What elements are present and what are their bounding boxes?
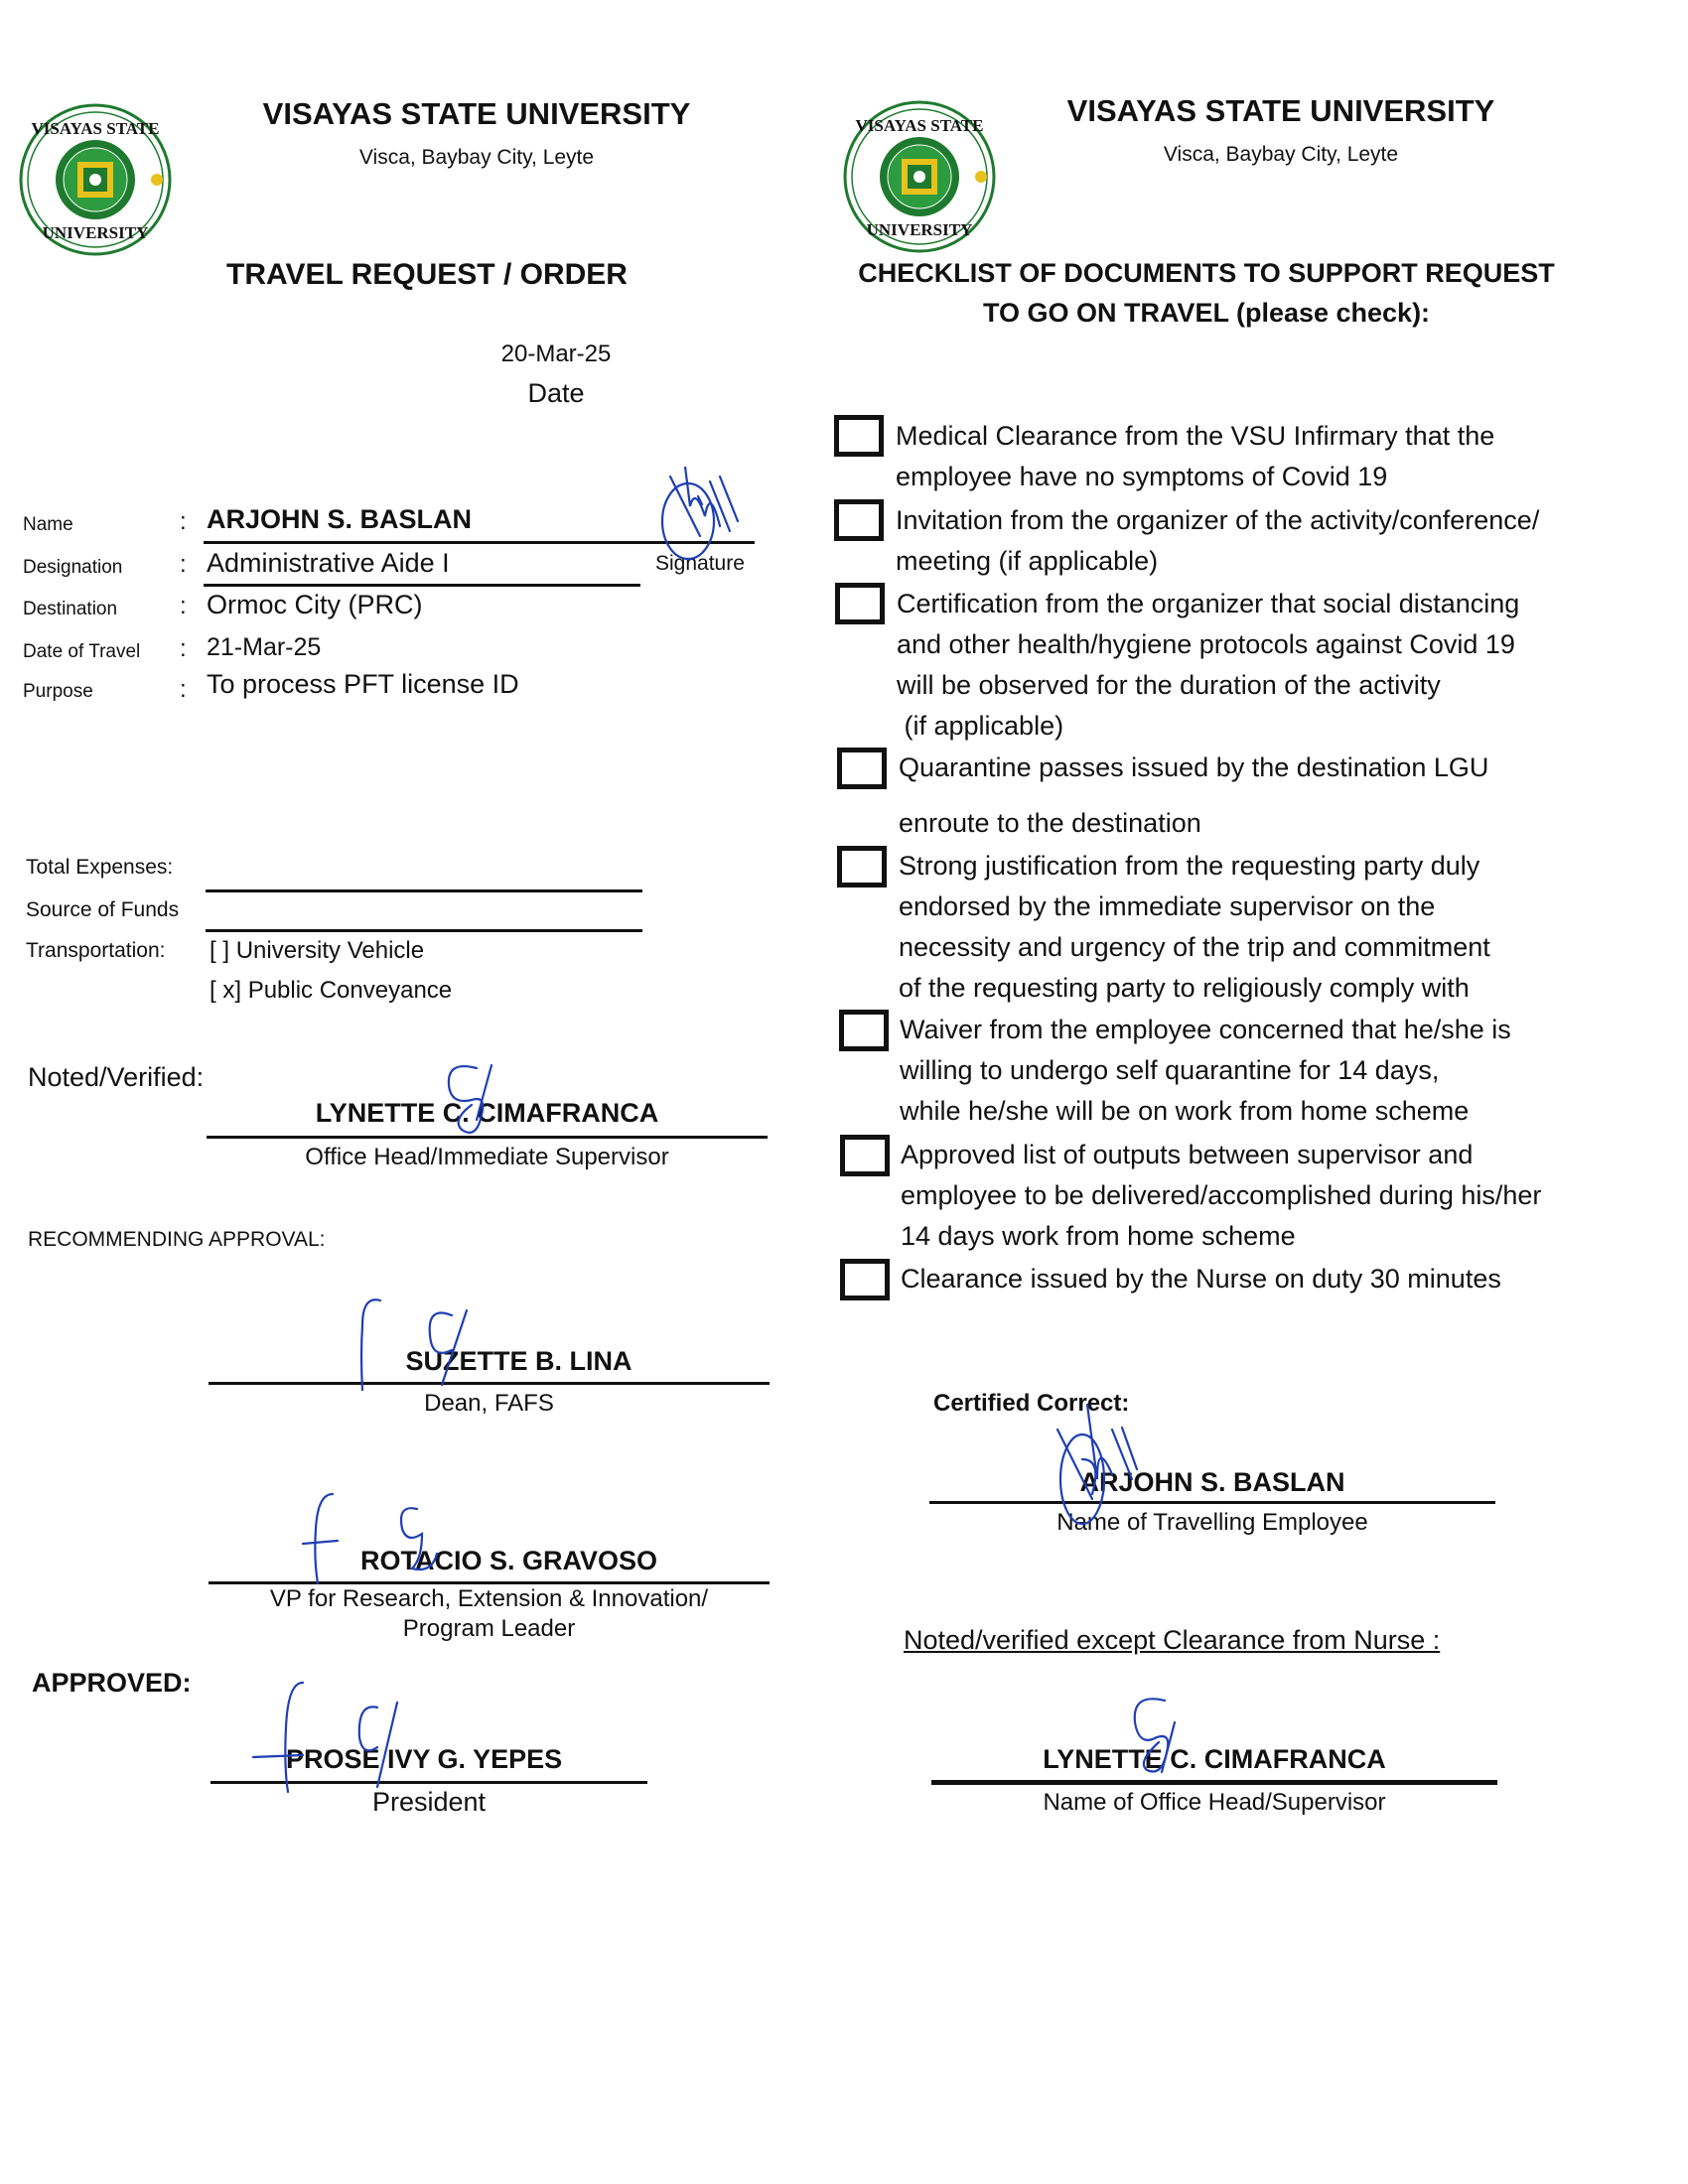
recommender-name: ROTACIO S. GRAVOSO (359, 1546, 658, 1575)
approver-title: President (371, 1787, 487, 1817)
svg-text:VISAYAS STATE: VISAYAS STATE (855, 116, 984, 135)
checklist-item-text: Invitation from the organizer of the activity/conference/ meeting (if applicable) (896, 505, 1540, 576)
option-label: Public Conveyance (247, 977, 453, 1004)
svg-text:VISAYAS STATE: VISAYAS STATE (31, 119, 160, 138)
checkbox[interactable] (837, 748, 887, 789)
certified-title: Name of Travelling Employee (1056, 1509, 1368, 1536)
field-colon: : (180, 593, 187, 619)
checkbox[interactable] (839, 1010, 889, 1051)
request-date-label: Date (527, 378, 585, 408)
field-label: Date of Travel (23, 641, 141, 662)
checklist-item-text: Waiver from the employee concerned that he/she is willing to undergo self quarantine for 14 days, while he/she will be on work from home scheme (900, 1015, 1511, 1126)
checkbox[interactable] (834, 499, 884, 541)
checklist-item-text: Quarantine passes issued by the destination LGU enroute to the destination (899, 752, 1489, 838)
field-value[interactable]: To process PFT license ID (207, 669, 519, 699)
total-expenses-label: Total Expenses: (26, 856, 174, 879)
university-address: Visca, Baybay City, Leyte (1163, 143, 1399, 166)
total-expenses-line[interactable] (206, 889, 642, 892)
noted-name: LYNETTE C. CIMAFRANCA (315, 1098, 659, 1128)
field-colon: : (180, 676, 187, 703)
checklist-item-text: Medical Clearance from the VSU Infirmary that the employee have no symptoms of Covid 19 (896, 421, 1495, 491)
recommender-signature-line (209, 1382, 770, 1385)
transportation-label: Transportation: (26, 939, 166, 962)
recommender-title-line2: Program Leader (402, 1615, 576, 1642)
recommender-name: SUZETTE B. LINA (405, 1346, 633, 1376)
approver-name: PROSE IVY G. YEPES (286, 1744, 563, 1774)
noted-verified-label: Noted/Verified: (28, 1062, 205, 1092)
supervisor-name: LYNETTE C. CIMAFRANCA (1043, 1744, 1386, 1774)
transport-option-public-conveyance[interactable] (210, 977, 452, 1005)
supervisor-title: Name of Office Head/Supervisor (1043, 1789, 1386, 1816)
form-title: TRAVEL REQUEST / ORDER (226, 258, 628, 291)
noted-title: Office Head/Immediate Supervisor (305, 1144, 669, 1170)
source-of-funds-label: Source of Funds (26, 898, 180, 921)
vsu-seal-logo-icon (842, 99, 997, 254)
checkbox[interactable] (837, 846, 887, 887)
approved-label: APPROVED: (32, 1668, 192, 1698)
transport-option-university-vehicle[interactable] (210, 937, 424, 965)
supervisor-signature-line (931, 1780, 1497, 1785)
certified-correct-label: Certified Correct: (933, 1390, 1130, 1417)
field-label: Purpose (23, 681, 93, 702)
field-value[interactable]: Ormoc City (PRC) (207, 590, 423, 619)
recommender-1-signature-icon (352, 1296, 511, 1395)
svg-text:UNIVERSITY: UNIVERSITY (42, 223, 149, 242)
field-value[interactable]: ARJOHN S. BASLAN (207, 504, 473, 534)
request-date-value: 20-Mar-25 (500, 341, 612, 367)
field-value[interactable]: Administrative Aide I (207, 548, 450, 578)
field-value[interactable]: 21-Mar-25 (207, 633, 322, 661)
university-name: VISAYAS STATE UNIVERSITY (262, 96, 691, 131)
checkbox[interactable] (834, 415, 884, 457)
checklist-item-text: Clearance issued by the Nurse on duty 30 minutes (901, 1264, 1501, 1294)
checklist-item-text: Approved list of outputs between supervisor and employee to be delivered/accomplished during his/her 14 days work from home scheme (901, 1140, 1542, 1251)
field-label: Designation (23, 557, 123, 578)
vsu-seal-logo-icon (18, 102, 173, 257)
checkbox[interactable] (840, 1259, 890, 1300)
field-colon: : (180, 635, 187, 662)
approver-signature-icon (248, 1678, 447, 1797)
checkbox-mark[interactable]: [ x] (210, 977, 242, 1004)
recommender-title-line1: VP for Research, Extension & Innovation/ (269, 1585, 709, 1612)
field-label: Name (23, 514, 73, 535)
checkbox[interactable] (835, 583, 885, 624)
option-label: University Vehicle (235, 937, 425, 964)
field-colon: : (180, 551, 187, 578)
recommender-title: Dean, FAFS (424, 1390, 554, 1417)
checklist-item-text: Strong justification from the requesting party duly endorsed by the immediate supervisor on the necessity and urgency of the trip and commitment of the requesting party to religiously comply with (899, 851, 1490, 1003)
checkbox[interactable] (840, 1135, 890, 1176)
checklist-title-line2: TO GO ON TRAVEL (please check): (982, 298, 1431, 328)
field-label: Destination (23, 599, 118, 619)
noted-signature-line (207, 1136, 768, 1139)
signature-label: Signature (655, 552, 745, 575)
certified-signature-line (929, 1501, 1495, 1504)
checklist-item-text: Certification from the organizer that social distancing and other health/hygiene protocols against Covid 19 will be observed for the duration of the activity (if applicable) (897, 589, 1520, 741)
certified-employee-name: ARJOHN S. BASLAN (1079, 1467, 1345, 1497)
approver-signature-line (211, 1781, 647, 1784)
noted-except-nurse-label: Noted/verified except Clearance from Nurse : (904, 1625, 1441, 1655)
recommender-signature-line (209, 1581, 770, 1584)
designation-underline (204, 584, 640, 587)
university-name: VISAYAS STATE UNIVERSITY (1066, 93, 1495, 128)
university-address: Visca, Baybay City, Leyte (358, 146, 595, 169)
applicant-signature-icon (650, 467, 760, 566)
source-of-funds-line[interactable] (206, 929, 642, 932)
recommending-approval-label: RECOMMENDING APPROVAL: (28, 1228, 326, 1251)
svg-text:UNIVERSITY: UNIVERSITY (866, 220, 973, 239)
checkbox-mark[interactable]: [ ] (210, 937, 230, 964)
field-colon: : (180, 508, 187, 535)
name-underline (204, 541, 755, 544)
checklist-title-line1: CHECKLIST OF DOCUMENTS TO SUPPORT REQUEST (858, 258, 1555, 288)
